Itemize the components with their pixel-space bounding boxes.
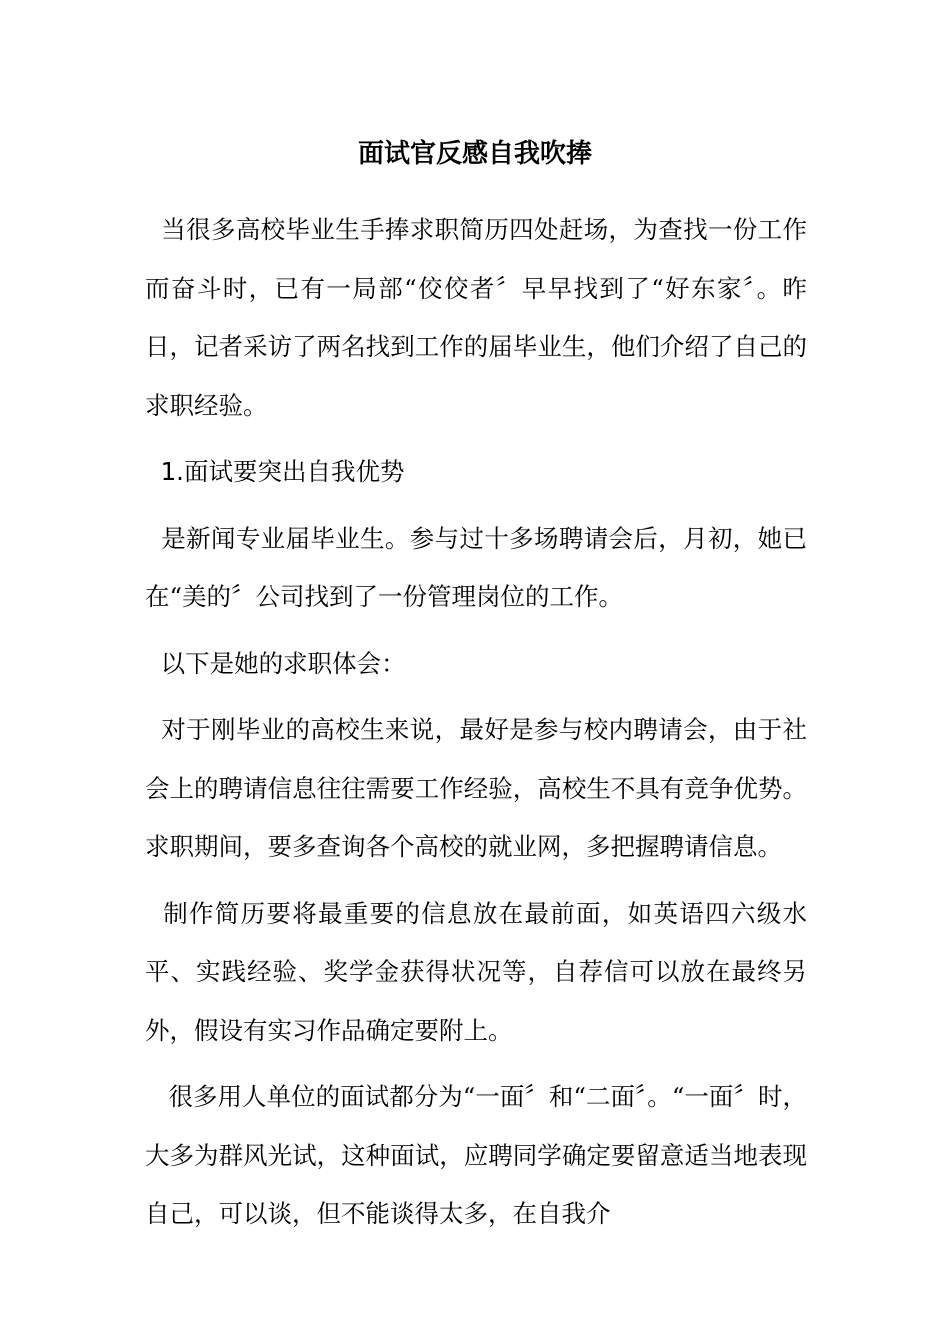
section-heading: 1.面试要突出自我优势 bbox=[145, 457, 405, 486]
paragraph-job-fairs: 对于刚毕业的高校生来说，最好是参与校内聘请会，由于社会上的聘请信息往往需要工作经验，高校生不具有竞争优势。求职期间，要多查询各个高校的就业网，多把握聘请信息。 bbox=[145, 715, 808, 861]
document-title: 面试官反感自我吹捧 bbox=[357, 139, 592, 169]
paragraph-profile: 是新闻专业届毕业生。参与过十多场聘请会后，月初，她已在“美的〞公司找到了一份管理岗位的工作。 bbox=[145, 523, 808, 611]
paragraph-lead-in: 以下是她的求职体会： bbox=[145, 648, 406, 678]
paragraph-interview: 很多用人单位的面试都分为“一面〞和“二面〞。“一面〞时，大多为群风光试，这种面试，应聘同学确定要留意适当地表现自己，可以谈，但不能谈得太多，在自我介 bbox=[145, 1082, 807, 1228]
paragraph-resume: 制作简历要将最重要的信息放在最前面，如英语四六级水平、实践经验、奖学金获得状况等，自荐信可以放在最终另外，假设有实习作品确定要附上。 bbox=[145, 898, 807, 1045]
document-body bbox=[145, 201, 807, 1252]
paragraph-intro: 当很多高校毕业生手捧求职简历四处赶场，为查找一份工作而奋斗时，已有一局部“佼佼者〞早早找到了“好东家〞。昨日，记者采访了两名找到工作的届毕业生，他们介绍了自己的求职经验。 bbox=[145, 215, 808, 420]
